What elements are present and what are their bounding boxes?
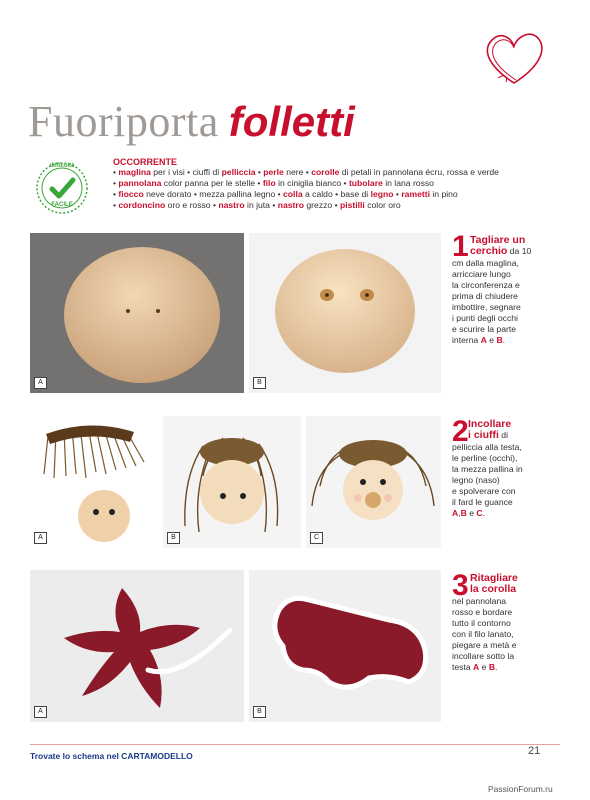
page-title — [28, 96, 355, 147]
occorrente-segment: filo — [262, 178, 276, 188]
photo-ref: A — [452, 508, 459, 518]
step-2-title-tail: di — [498, 430, 508, 440]
occorrente-segment: nere • — [283, 167, 312, 177]
occorrente-segment: cordoncino — [118, 200, 166, 210]
occorrente-segment: oro e rosso • — [165, 200, 219, 210]
step-text-line: le perline (occhi), — [452, 453, 518, 463]
photo-label: A — [34, 706, 47, 718]
step-1-title-tail: da 10 — [507, 246, 532, 256]
difficulty-badge — [36, 162, 88, 214]
occorrente-segment: • — [113, 200, 119, 210]
photo-label: B — [167, 532, 180, 544]
occorrente-segment: pelliccia — [221, 167, 256, 177]
footer-text: Trovate lo schema nel CARTAMODELLO — [30, 751, 193, 761]
step-text-line: rosso e bordare — [452, 607, 513, 617]
photo-ref: B — [460, 508, 467, 518]
photo-step1-a — [30, 233, 244, 393]
step-text-line: interna A e B. — [452, 335, 506, 345]
occorrente-segment: per i visi • ciuffi di — [150, 167, 222, 177]
occorrente-segment: pistilli — [339, 200, 365, 210]
occorrente-segment: tubolare — [348, 178, 383, 188]
photo-ref: B — [496, 335, 503, 345]
heart-doodle-icon — [478, 28, 550, 90]
page-number: 21 — [528, 745, 541, 757]
badge-top-text: difficoltà — [49, 163, 75, 169]
step-2-title-word: i ciuffi — [468, 429, 499, 441]
step-text-line: pelliccia alla testa, — [452, 442, 522, 452]
occorrente-line — [113, 167, 499, 178]
photo-label: B — [253, 706, 266, 718]
ref-connector: , — [458, 508, 461, 518]
step-3-title-line1: Ritagliare — [470, 572, 518, 584]
occorrente-segment: • — [255, 167, 264, 177]
step-text-line: nel pannolana — [452, 596, 507, 606]
step-text-line: la circonferenza e — [452, 280, 520, 290]
step-text-line: il fard le guance — [452, 497, 513, 507]
occorrente-segment: color oro — [364, 200, 401, 210]
ref-connector: . — [482, 508, 485, 518]
step-1-text — [452, 258, 521, 346]
occorrente-segment: • — [113, 167, 119, 177]
photo-step2-b — [163, 416, 301, 548]
step-text-line: tutto il contorno — [452, 618, 511, 628]
occorrente-segment: corolle — [311, 167, 340, 177]
occorrente-segment: in lana rosso — [382, 178, 434, 188]
photo-step1-b — [249, 233, 441, 393]
occorrente-segment: neve dorato • mezza pallina legno • — [143, 189, 284, 199]
step-text-line: con il filo lanato, — [452, 629, 514, 639]
occorrente-segment: nastro — [277, 200, 305, 210]
step-text-line: arricciare lungo — [452, 269, 511, 279]
ref-connector: e — [486, 335, 497, 345]
title-bold: folletti — [228, 98, 355, 145]
occorrente-segment: fiocco — [118, 189, 144, 199]
step-3-title-line2: la corolla — [470, 583, 517, 595]
occorrente-segment: in pino — [429, 189, 458, 199]
step-text-line: la mezza pallina in — [452, 464, 523, 474]
step-text-line: legno (naso) — [452, 475, 500, 485]
photo-step2-a — [30, 416, 158, 548]
photo-ref: B — [488, 662, 496, 672]
photo-ref: C — [476, 508, 483, 518]
occorrente-segment: pannolana — [118, 178, 162, 188]
step-2-title-line1: Incollare — [468, 418, 512, 430]
occorrente-segment: perle — [263, 167, 284, 177]
ref-connector: . — [502, 335, 506, 345]
occorrente-segment: colla — [283, 189, 303, 199]
hair-tuft-and-head-illustration — [30, 416, 158, 548]
step-text-line: e scurire la parte — [452, 324, 517, 334]
occorrente-line — [113, 189, 499, 200]
photo-ref: A — [480, 335, 487, 345]
photo-ref: A — [473, 662, 480, 672]
occorrente-segment: grezzo • — [304, 200, 340, 210]
step-1-title-line2 — [470, 246, 531, 258]
occorrente-segment: legno — [370, 189, 394, 199]
occorrente-segment: • — [393, 189, 402, 199]
ref-connector: e — [466, 508, 477, 518]
step-1-number: 1 — [452, 230, 469, 263]
fabric-ball-illustration — [30, 233, 244, 393]
step-3-number: 3 — [452, 569, 469, 602]
occorrente-segment: • — [113, 189, 119, 199]
photo-label: A — [34, 532, 47, 544]
step-text-refs — [452, 508, 523, 519]
step-text-refs — [481, 335, 505, 345]
felt-flower-illustration — [30, 570, 244, 722]
step-3-text — [452, 596, 517, 673]
ref-connector: . — [495, 662, 498, 672]
occorrente-segment: in juta • — [244, 200, 278, 210]
head-with-hair-illustration — [163, 416, 301, 548]
badge-bottom-text: FACILE — [51, 202, 73, 208]
step-text-line: prima di chiudere — [452, 291, 518, 301]
step-1-title-word: cerchio — [470, 245, 508, 257]
step-text-line: imbottire, segnare — [452, 302, 521, 312]
occorrente-line — [113, 200, 499, 211]
fabric-ball-eyes-illustration — [249, 233, 441, 393]
step-text-line: testa A e B. — [452, 662, 498, 672]
occorrente-list — [113, 167, 499, 211]
occorrente-segment: nastro — [218, 200, 245, 210]
step-text-line: i punti degli occhi — [452, 313, 518, 323]
photo-step3-b — [249, 570, 441, 722]
photo-label: B — [253, 377, 266, 389]
step-text-line: cm dalla maglina, — [452, 258, 519, 268]
step-2-number: 2 — [452, 415, 469, 448]
photo-step2-c — [306, 416, 441, 548]
occorrente-segment: in ciniglia bianco • — [275, 178, 349, 188]
photo-label: A — [34, 377, 47, 389]
folded-corolla-illustration — [249, 570, 441, 722]
occorrente-segment: di petali in pannolana écru, rossa e verde — [339, 167, 499, 177]
occorrente-segment: color panna per le stelle • — [161, 178, 263, 188]
occorrente-heading: OCCORRENTE — [113, 157, 178, 167]
step-text-refs — [473, 662, 497, 672]
occorrente-segment: a caldo • base di — [302, 189, 371, 199]
watermark: PassionForum.ru — [488, 784, 553, 794]
ref-connector: e — [479, 662, 489, 672]
occorrente-line — [113, 178, 499, 189]
occorrente-segment: • — [113, 178, 119, 188]
footer-divider — [30, 744, 560, 745]
photo-step3-a — [30, 570, 244, 722]
step-2-title-line2 — [468, 430, 508, 442]
occorrente-block — [113, 157, 499, 211]
step-text-line: e spolverare con — [452, 486, 516, 496]
head-with-nose-illustration — [306, 416, 441, 548]
occorrente-segment: maglina — [118, 167, 151, 177]
step-text-line: piegare a metà e — [452, 640, 517, 650]
step-1-title-line1: Tagliare un — [470, 234, 526, 246]
step-2-text — [452, 442, 523, 519]
title-light: Fuoriporta — [28, 97, 219, 146]
step-text-line: incollare sotto la — [452, 651, 515, 661]
occorrente-segment: rametti — [401, 189, 430, 199]
photo-label: C — [310, 532, 323, 544]
